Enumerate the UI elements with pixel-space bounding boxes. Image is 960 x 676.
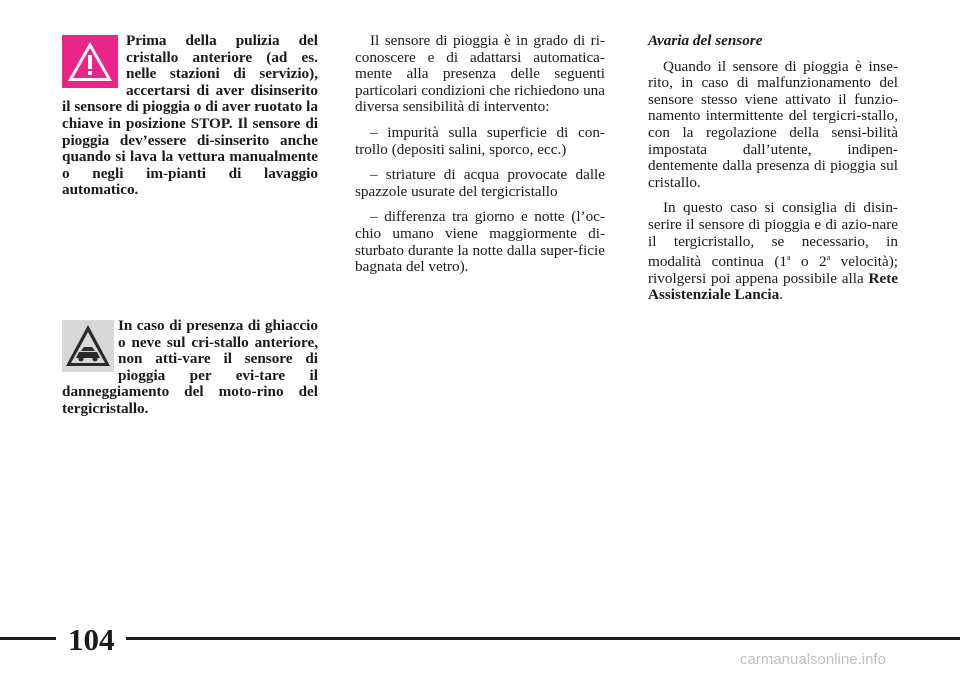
- footer-rule-right: [126, 637, 960, 640]
- car-hazard-icon: [62, 320, 114, 372]
- rain-sensor-conditions: [355, 33, 605, 276]
- footer-rule-left: [0, 637, 56, 640]
- watermark: carmanualsonline.info: [740, 651, 886, 668]
- condition-item-2: – striature di acqua provocate dalle spazzole usurate del tergicristallo: [355, 166, 605, 200]
- condition-item-1: – impurità sulla superficie di con-trollo (depositi salini, sporco, ecc.): [355, 123, 605, 158]
- warning-text-cleaning: Prima della pulizia del cristallo anteriore (ad es. nelle stazioni di servizio), accertarsi di aver disinserito il sensore di pioggia o di aver ruotato la chiave in posizione STOP. Il sensore di pioggia dev’essere di-sinserito anche quando si lava la vettura manualmente o negli im-pianti di lavaggio automatico.: [62, 32, 318, 199]
- warning-box-cleaning: [62, 33, 318, 199]
- sensor-failure-section: [648, 33, 898, 304]
- section-heading: Avaria del sensore: [648, 32, 763, 49]
- dealer-network-name: Rete Assistenziale Lancia: [648, 269, 898, 304]
- warning-text-ice: In caso di presenza di ghiaccio o neve sul cri-stallo anteriore, non atti-vare il sensore di pioggia per evi-tare il danneggiamento del moto-rino del tergicristallo.: [62, 317, 318, 417]
- failure-para-2: In questo caso si consiglia di disin-serire il sensore di pioggia e di azio-nare il tergicristallo, se necessario, in modalità continua (1$^a$ o 2$^a$ velocità); rivolgersi poi appena possibile alla Rete Assistenziale Lancia.: [648, 199, 898, 304]
- condition-item-3: – differenza tra giorno e notte (l’oc-chio umano viene maggiormente di-sturbato durante la notte dalla super-ficie bagnata del vetro).: [355, 208, 605, 276]
- warning-triangle-icon: [62, 35, 118, 88]
- page-number: 104: [68, 622, 115, 657]
- failure-para-1: Quando il sensore di pioggia è inse-rito, in caso di malfunzionamento del sensore stesso viene attivato il funzio-namento intermittente del tergicri-stallo, con la regolazione della sensi-bilità impostata dall’utente, indipen-dentemente dalla presenza di pioggia sul cristallo.: [648, 57, 898, 191]
- conditions-intro: Il sensore di pioggia è in grado di ri-conoscere e di adattarsi automatica-mente alla presenza delle seguenti particolari condizioni che richiedono una diversa sensibilità di intervento:: [355, 32, 605, 116]
- warning-box-ice: [62, 318, 318, 418]
